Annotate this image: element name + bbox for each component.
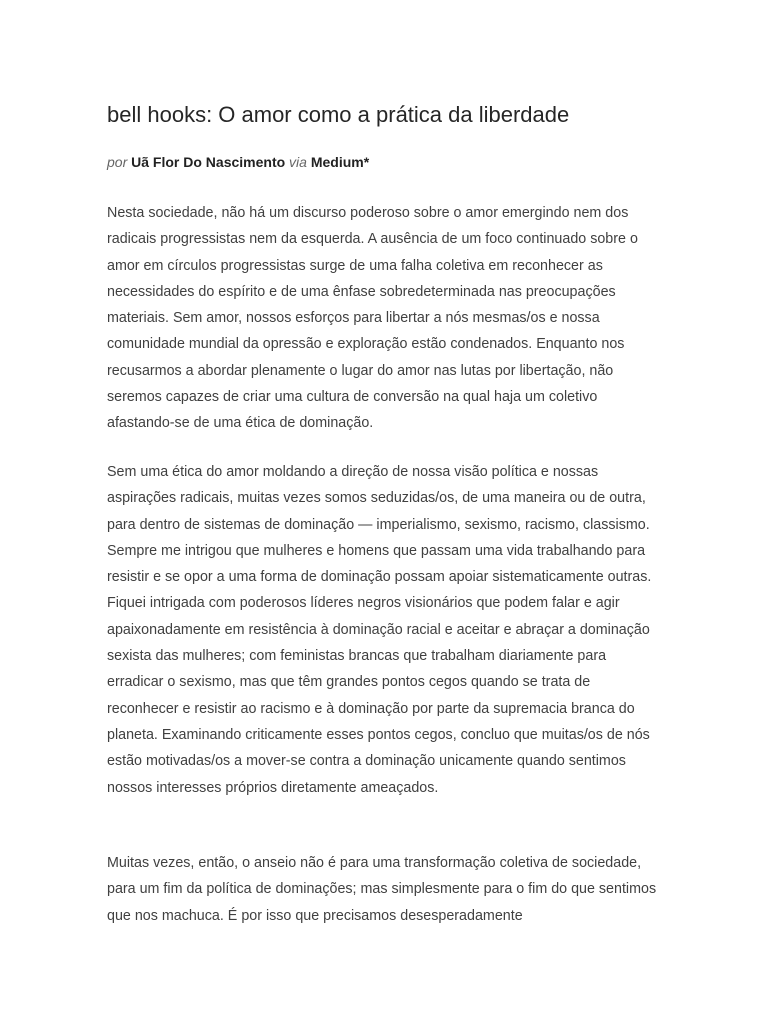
byline-by-label: por xyxy=(107,154,128,170)
byline-author: Uã Flor Do Nascimento xyxy=(131,154,286,170)
byline xyxy=(107,152,369,172)
byline-source: Medium* xyxy=(310,154,370,170)
byline-via-label: via xyxy=(289,154,307,170)
paragraph-1: Nesta sociedade, não há um discurso poderoso sobre o amor emergindo nem dos radicais progressistas nem da esquerda. A ausência de um foco continuado sobre o amor em círculos progressistas surge de uma falha coletiva em reconhecer as necessidades do espírito e de uma ênfase sobredeterminada nas preocupações materiais. Sem amor, nossos esforços para libertar a nós mesmas/os e nossa comunidade mundial da opressão e exploração estão condenados. Enquanto nos recusarmos a abordar plenamente o lugar do amor nas lutas por libertação, não seremos capazes de criar uma cultura de conversão na qual haja um coletivo afastando-se de uma ética de dominação. xyxy=(107,205,638,432)
article-title: bell hooks: O amor como a prática da liberdade xyxy=(107,102,570,127)
paragraph-3: Muitas vezes, então, o anseio não é para uma transformação coletiva de sociedade, para um fim da política de dominações; mas simplesmente para o fim do que sentimos que nos machuca. É por isso que precisamos desesperadamente xyxy=(107,855,657,924)
paragraph-2: Sem uma ética do amor moldando a direção de nossa visão política e nossas aspirações radicais, muitas vezes somos seduzidas/os, de uma maneira ou de outra, para dentro de sistemas de dominação — imperialismo, sexismo, racismo, classismo. Sempre me intrigou que mulheres e homens que passam uma vida trabalhando para resistir e se opor a uma forma de dominação possam apoiar sistematicamente outras. Fiquei intrigada com poderosos líderes negros visionários que podem falar e agir apaixonadamente em resistência à dominação racial e aceitar e abraçar a dominação sexista das mulheres; com feministas brancas que trabalham diariamente para erradicar o sexismo, mas que têm grandes pontos cegos quando se trata de reconhecer e resistir ao racismo e à dominação por parte da supremacia branca do planeta. Examinando criticamente esses pontos cegos, concluo que muitas/os de nós estão motivadas/os a mover-se contra a dominação unicamente quando sentimos nossos interesses próprios diretamente ameaçados. xyxy=(107,464,652,796)
